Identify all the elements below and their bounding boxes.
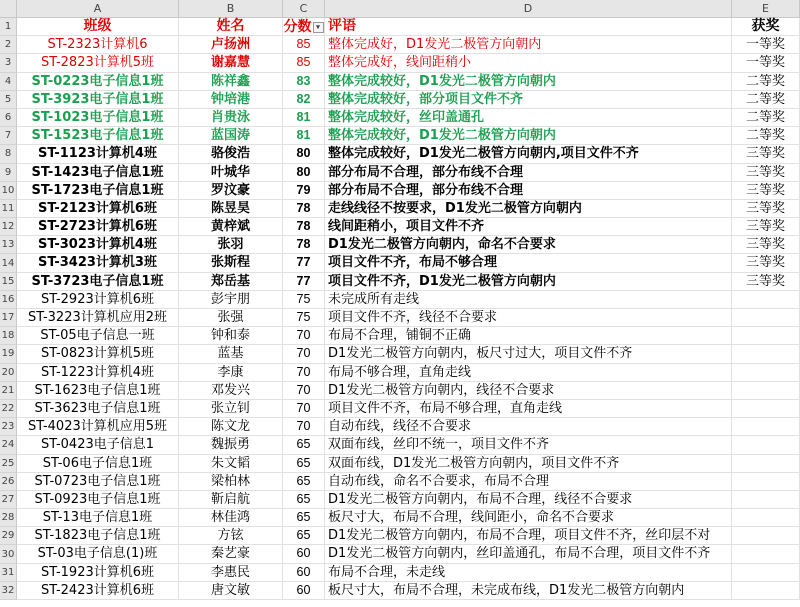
table-row bbox=[17, 509, 800, 527]
cell-score[interactable]: 80 bbox=[283, 164, 325, 182]
cell-score[interactable]: 83 bbox=[283, 73, 325, 91]
cell-class[interactable]: ST-2423计算机6班 bbox=[17, 582, 179, 600]
cell-comment[interactable]: D1发光二极管方向朝内，命名不合要求 bbox=[325, 236, 732, 254]
table-row bbox=[17, 236, 800, 254]
cell-score[interactable]: 77 bbox=[283, 254, 325, 272]
row-header-bar bbox=[0, 18, 17, 600]
cell-name[interactable]: 蓝基 bbox=[179, 345, 283, 363]
row-header[interactable]: 19 bbox=[0, 345, 17, 363]
cell-award[interactable] bbox=[732, 564, 800, 582]
cell-award[interactable] bbox=[732, 473, 800, 491]
cell-award[interactable]: 三等奖 bbox=[732, 218, 800, 236]
cell-name[interactable]: 钟培港 bbox=[179, 91, 283, 109]
table-row bbox=[17, 291, 800, 309]
cell-name[interactable]: 张立钊 bbox=[179, 400, 283, 418]
cell-name[interactable]: 张强 bbox=[179, 309, 283, 327]
cell-award[interactable]: 三等奖 bbox=[732, 145, 800, 163]
table-row bbox=[17, 473, 800, 491]
header-award[interactable]: 获奖 bbox=[732, 18, 800, 36]
cell-name[interactable]: 李康 bbox=[179, 364, 283, 382]
cell-comment[interactable]: 部分布局不合理，部分布线不合理 bbox=[325, 182, 732, 200]
cell-award[interactable]: 二等奖 bbox=[732, 109, 800, 127]
cell-score[interactable]: 65 bbox=[283, 436, 325, 454]
cell-award[interactable]: 二等奖 bbox=[732, 73, 800, 91]
cell-score[interactable]: 60 bbox=[283, 582, 325, 600]
cell-class[interactable]: ST-13电子信息1班 bbox=[17, 509, 179, 527]
cell-comment[interactable]: 自动布线，线径不合要求 bbox=[325, 418, 732, 436]
table-row bbox=[17, 36, 800, 54]
row-header[interactable]: 17 bbox=[0, 309, 17, 327]
cell-score[interactable]: 70 bbox=[283, 382, 325, 400]
cell-comment[interactable]: 自动布线，命名不合要求，布局不合理 bbox=[325, 473, 732, 491]
cell-class[interactable]: ST-05电子信息一班 bbox=[17, 327, 179, 345]
table-row bbox=[17, 400, 800, 418]
cell-comment[interactable]: 整体完成较好，D1发光二极管方向朝内 bbox=[325, 73, 732, 91]
cell-name[interactable]: 骆俊浩 bbox=[179, 145, 283, 163]
cell-class[interactable]: ST-06电子信息1班 bbox=[17, 455, 179, 473]
cell-award[interactable] bbox=[732, 382, 800, 400]
table-row bbox=[17, 145, 800, 163]
table-row bbox=[17, 200, 800, 218]
cell-comment[interactable]: 板尺寸大，布局不合理，线间距小，命名不合要求 bbox=[325, 509, 732, 527]
cell-comment[interactable]: 整体完成较好，D1发光二极管方向朝内,项目文件不齐 bbox=[325, 145, 732, 163]
cell-class[interactable]: ST-2723计算机6班 bbox=[17, 218, 179, 236]
row-header[interactable]: 27 bbox=[0, 491, 17, 509]
cell-class[interactable]: ST-3023计算机4班 bbox=[17, 236, 179, 254]
cell-class[interactable]: ST-03电子信息(1)班 bbox=[17, 545, 179, 563]
table-row bbox=[17, 273, 800, 291]
cell-class[interactable]: ST-3723电子信息1班 bbox=[17, 273, 179, 291]
cell-name[interactable]: 陈祥鑫 bbox=[179, 73, 283, 91]
row-header[interactable]: 4 bbox=[0, 73, 17, 91]
row-header[interactable]: 16 bbox=[0, 291, 17, 309]
cell-comment[interactable]: 整体完成较好，丝印盖通孔 bbox=[325, 109, 732, 127]
cell-class[interactable]: ST-0223电子信息1班 bbox=[17, 73, 179, 91]
table-row bbox=[17, 527, 800, 545]
column-header-c[interactable]: C bbox=[283, 0, 325, 18]
cell-class[interactable]: ST-1223计算机4班 bbox=[17, 364, 179, 382]
cell-score[interactable]: 70 bbox=[283, 345, 325, 363]
select-all-corner[interactable] bbox=[0, 0, 17, 18]
cell-score[interactable]: 65 bbox=[283, 455, 325, 473]
cell-class[interactable]: ST-0723电子信息1班 bbox=[17, 473, 179, 491]
cell-class[interactable]: ST-1123计算机4班 bbox=[17, 145, 179, 163]
cell-comment[interactable]: 项目文件不齐，布局不够合理，直角走线 bbox=[325, 400, 732, 418]
cell-comment[interactable]: D1发光二极管方向朝内，布局不合理，线径不合要求 bbox=[325, 491, 732, 509]
cell-comment[interactable]: 项目文件不齐，线径不合要求 bbox=[325, 309, 732, 327]
cell-comment[interactable]: 布局不合理，未走线 bbox=[325, 564, 732, 582]
column-header-d[interactable]: D bbox=[325, 0, 732, 18]
cell-name[interactable]: 肖贵泳 bbox=[179, 109, 283, 127]
cell-award[interactable] bbox=[732, 400, 800, 418]
cell-score[interactable]: 81 bbox=[283, 109, 325, 127]
cell-name[interactable]: 秦艺豪 bbox=[179, 545, 283, 563]
cell-class[interactable]: ST-1523电子信息1班 bbox=[17, 127, 179, 145]
table-row bbox=[17, 127, 800, 145]
cell-award[interactable]: 二等奖 bbox=[732, 91, 800, 109]
column-header-a[interactable]: A bbox=[17, 0, 179, 18]
row-header[interactable]: 32 bbox=[0, 582, 17, 600]
cell-score[interactable]: 75 bbox=[283, 291, 325, 309]
cell-award[interactable]: 二等奖 bbox=[732, 127, 800, 145]
cell-name[interactable]: 谢嘉慧 bbox=[179, 54, 283, 72]
cell-comment[interactable]: 线间距稍小，项目文件不齐 bbox=[325, 218, 732, 236]
row-header[interactable]: 15 bbox=[0, 273, 17, 291]
cell-class[interactable]: ST-0423电子信息1 bbox=[17, 436, 179, 454]
row-header[interactable]: 5 bbox=[0, 91, 17, 109]
cell-comment[interactable]: 布局不够合理，直角走线 bbox=[325, 364, 732, 382]
cell-score[interactable]: 81 bbox=[283, 127, 325, 145]
table-row bbox=[17, 182, 800, 200]
table-row bbox=[17, 218, 800, 236]
table-row bbox=[17, 164, 800, 182]
cell-comment[interactable]: D1发光二极管方向朝内，线径不合要求 bbox=[325, 382, 732, 400]
cell-class[interactable]: ST-3223计算机应用2班 bbox=[17, 309, 179, 327]
row-header[interactable]: 14 bbox=[0, 254, 17, 272]
cell-award[interactable] bbox=[732, 345, 800, 363]
cell-award[interactable]: 三等奖 bbox=[732, 182, 800, 200]
cell-name[interactable]: 卢扬洲 bbox=[179, 36, 283, 54]
table-row bbox=[17, 254, 800, 272]
cell-score[interactable]: 70 bbox=[283, 400, 325, 418]
cell-class[interactable]: ST-1023电子信息1班 bbox=[17, 109, 179, 127]
row-header[interactable]: 9 bbox=[0, 164, 17, 182]
cell-name[interactable]: 罗汶豪 bbox=[179, 182, 283, 200]
cell-score[interactable]: 85 bbox=[283, 54, 325, 72]
cell-award[interactable] bbox=[732, 364, 800, 382]
row-header[interactable]: 7 bbox=[0, 127, 17, 145]
table-row bbox=[17, 364, 800, 382]
cell-award[interactable] bbox=[732, 527, 800, 545]
cell-score[interactable]: 70 bbox=[283, 327, 325, 345]
cell-award[interactable] bbox=[732, 491, 800, 509]
cell-award[interactable] bbox=[732, 418, 800, 436]
row-header[interactable]: 29 bbox=[0, 527, 17, 545]
row-header[interactable]: 21 bbox=[0, 382, 17, 400]
cell-award[interactable] bbox=[732, 545, 800, 563]
filter-dropdown-icon[interactable]: ▾ bbox=[313, 22, 324, 33]
cell-comment[interactable]: 双面布线，D1发光二极管方向朝内，项目文件不齐 bbox=[325, 455, 732, 473]
table-row bbox=[17, 54, 800, 72]
row-header[interactable]: 26 bbox=[0, 473, 17, 491]
cell-name[interactable]: 彭宇朋 bbox=[179, 291, 283, 309]
cell-comment[interactable]: D1发光二极管方向朝内，丝印盖通孔，布局不合理，项目文件不齐 bbox=[325, 545, 732, 563]
cell-name[interactable]: 朱文韬 bbox=[179, 455, 283, 473]
cell-award[interactable]: 一等奖 bbox=[732, 54, 800, 72]
row-header[interactable]: 31 bbox=[0, 564, 17, 582]
row-header[interactable]: 22 bbox=[0, 400, 17, 418]
cell-score[interactable]: 85 bbox=[283, 36, 325, 54]
cell-class[interactable]: ST-0823计算机5班 bbox=[17, 345, 179, 363]
cell-award[interactable]: 一等奖 bbox=[732, 36, 800, 54]
table-row bbox=[17, 109, 800, 127]
cell-grid bbox=[17, 18, 800, 600]
cell-award[interactable] bbox=[732, 436, 800, 454]
cell-class[interactable]: ST-2123计算机6班 bbox=[17, 200, 179, 218]
cell-class[interactable]: ST-1423电子信息1班 bbox=[17, 164, 179, 182]
cell-name[interactable]: 靳启航 bbox=[179, 491, 283, 509]
cell-class[interactable]: ST-1623电子信息1班 bbox=[17, 382, 179, 400]
table-row bbox=[17, 455, 800, 473]
table-row bbox=[17, 582, 800, 600]
row-header[interactable]: 1 bbox=[0, 18, 17, 36]
cell-score[interactable]: 65 bbox=[283, 473, 325, 491]
table-row bbox=[17, 436, 800, 454]
cell-score[interactable]: 75 bbox=[283, 309, 325, 327]
cell-award[interactable] bbox=[732, 327, 800, 345]
row-header[interactable]: 11 bbox=[0, 200, 17, 218]
table-row bbox=[17, 73, 800, 91]
cell-award[interactable]: 三等奖 bbox=[732, 200, 800, 218]
row-header[interactable]: 23 bbox=[0, 418, 17, 436]
cell-comment[interactable]: 整体完成较好，部分项目文件不齐 bbox=[325, 91, 732, 109]
cell-comment[interactable]: 走线线径不按要求，D1发光二极管方向朝内 bbox=[325, 200, 732, 218]
row-header[interactable]: 18 bbox=[0, 327, 17, 345]
cell-award[interactable]: 三等奖 bbox=[732, 273, 800, 291]
cell-name[interactable]: 钟和泰 bbox=[179, 327, 283, 345]
cell-comment[interactable]: 部分布局不合理，部分布线不合理 bbox=[325, 164, 732, 182]
cell-score[interactable]: 65 bbox=[283, 527, 325, 545]
cell-comment[interactable]: D1发光二极管方向朝内，布局不合理，项目文件不齐，丝印层不对 bbox=[325, 527, 732, 545]
cell-name[interactable]: 林佳鸿 bbox=[179, 509, 283, 527]
table-row bbox=[17, 327, 800, 345]
cell-class[interactable]: ST-2923计算机6班 bbox=[17, 291, 179, 309]
row-header[interactable]: 10 bbox=[0, 182, 17, 200]
cell-score[interactable]: 78 bbox=[283, 218, 325, 236]
row-header[interactable]: 20 bbox=[0, 364, 17, 382]
row-header[interactable]: 3 bbox=[0, 54, 17, 72]
cell-comment[interactable]: 整体完成好，D1发光二极管方向朝内 bbox=[325, 36, 732, 54]
cell-award[interactable] bbox=[732, 582, 800, 600]
table-row bbox=[17, 345, 800, 363]
cell-class[interactable]: ST-2323计算机6 bbox=[17, 36, 179, 54]
cell-name[interactable]: 方铉 bbox=[179, 527, 283, 545]
cell-award[interactable]: 三等奖 bbox=[732, 254, 800, 272]
cell-score[interactable]: 78 bbox=[283, 236, 325, 254]
cell-name[interactable]: 陈昱昊 bbox=[179, 200, 283, 218]
cell-name[interactable]: 邓发兴 bbox=[179, 382, 283, 400]
cell-score[interactable]: 65 bbox=[283, 491, 325, 509]
table-row bbox=[17, 309, 800, 327]
table-row bbox=[17, 545, 800, 563]
row-header[interactable]: 25 bbox=[0, 455, 17, 473]
cell-class[interactable]: ST-2823计算机5班 bbox=[17, 54, 179, 72]
row-header[interactable]: 2 bbox=[0, 36, 17, 54]
cell-score[interactable]: 60 bbox=[283, 564, 325, 582]
cell-name[interactable]: 张斯程 bbox=[179, 254, 283, 272]
header-score-label: 分数 bbox=[283, 18, 312, 34]
row-header[interactable]: 8 bbox=[0, 145, 17, 163]
row-header[interactable]: 13 bbox=[0, 236, 17, 254]
table-row bbox=[17, 564, 800, 582]
header-score[interactable] bbox=[283, 18, 325, 36]
table-row bbox=[17, 491, 800, 509]
cell-comment[interactable]: 项目文件不齐，D1发光二极管方向朝内 bbox=[325, 273, 732, 291]
cell-name[interactable]: 叶城华 bbox=[179, 164, 283, 182]
cell-name[interactable]: 李惠民 bbox=[179, 564, 283, 582]
cell-name[interactable]: 黄梓斌 bbox=[179, 218, 283, 236]
column-header-e[interactable]: E bbox=[732, 0, 800, 18]
cell-name[interactable]: 蓝国涛 bbox=[179, 127, 283, 145]
cell-class[interactable]: ST-3423计算机3班 bbox=[17, 254, 179, 272]
cell-name[interactable]: 郑岳基 bbox=[179, 273, 283, 291]
cell-comment[interactable]: 布局不合理，铺铜不正确 bbox=[325, 327, 732, 345]
cell-comment[interactable]: 未完成所有走线 bbox=[325, 291, 732, 309]
column-header-bar bbox=[17, 0, 800, 18]
cell-award[interactable]: 三等奖 bbox=[732, 164, 800, 182]
table-row bbox=[17, 382, 800, 400]
cell-score[interactable]: 77 bbox=[283, 273, 325, 291]
cell-comment[interactable]: 整体完成好，线间距稍小 bbox=[325, 54, 732, 72]
cell-comment[interactable]: D1发光二极管方向朝内，板尺寸过大，项目文件不齐 bbox=[325, 345, 732, 363]
row-header[interactable]: 30 bbox=[0, 545, 17, 563]
table-row bbox=[17, 418, 800, 436]
cell-score[interactable]: 65 bbox=[283, 509, 325, 527]
cell-comment[interactable]: 板尺寸大，布局不合理，未完成布线，D1发光二极管方向朝内 bbox=[325, 582, 732, 600]
cell-award[interactable]: 三等奖 bbox=[732, 236, 800, 254]
cell-name[interactable]: 唐文敏 bbox=[179, 582, 283, 600]
header-name[interactable]: 姓名 bbox=[179, 18, 283, 36]
cell-class[interactable]: ST-3923电子信息1班 bbox=[17, 91, 179, 109]
cell-class[interactable]: ST-4023计算机应用5班 bbox=[17, 418, 179, 436]
cell-class[interactable]: ST-1823电子信息1班 bbox=[17, 527, 179, 545]
row-header[interactable]: 6 bbox=[0, 109, 17, 127]
row-header[interactable]: 12 bbox=[0, 218, 17, 236]
row-header[interactable]: 28 bbox=[0, 509, 17, 527]
cell-score[interactable]: 60 bbox=[283, 545, 325, 563]
cell-comment[interactable]: 项目文件不齐，布局不够合理 bbox=[325, 254, 732, 272]
cell-award[interactable] bbox=[732, 309, 800, 327]
cell-comment[interactable]: 双面布线，丝印不统一，项目文件不齐 bbox=[325, 436, 732, 454]
cell-award[interactable] bbox=[732, 509, 800, 527]
cell-class[interactable]: ST-3623电子信息1班 bbox=[17, 400, 179, 418]
header-row bbox=[17, 18, 800, 36]
cell-name[interactable]: 陈文龙 bbox=[179, 418, 283, 436]
cell-score[interactable]: 70 bbox=[283, 364, 325, 382]
column-header-b[interactable]: B bbox=[179, 0, 283, 18]
header-comment[interactable]: 评语 bbox=[325, 18, 732, 36]
cell-score[interactable]: 70 bbox=[283, 418, 325, 436]
cell-score[interactable]: 80 bbox=[283, 145, 325, 163]
cell-score[interactable]: 78 bbox=[283, 200, 325, 218]
cell-name[interactable]: 梁柏林 bbox=[179, 473, 283, 491]
cell-class[interactable]: ST-1723电子信息1班 bbox=[17, 182, 179, 200]
cell-name[interactable]: 张羽 bbox=[179, 236, 283, 254]
header-class[interactable]: 班级 bbox=[17, 18, 179, 36]
cell-class[interactable]: ST-0923电子信息1班 bbox=[17, 491, 179, 509]
row-header[interactable]: 24 bbox=[0, 436, 17, 454]
cell-score[interactable]: 79 bbox=[283, 182, 325, 200]
cell-award[interactable] bbox=[732, 291, 800, 309]
table-row bbox=[17, 91, 800, 109]
cell-comment[interactable]: 整体完成较好，D1发光二极管方向朝内 bbox=[325, 127, 732, 145]
cell-class[interactable]: ST-1923计算机6班 bbox=[17, 564, 179, 582]
cell-award[interactable] bbox=[732, 455, 800, 473]
cell-name[interactable]: 魏振勇 bbox=[179, 436, 283, 454]
cell-score[interactable]: 82 bbox=[283, 91, 325, 109]
